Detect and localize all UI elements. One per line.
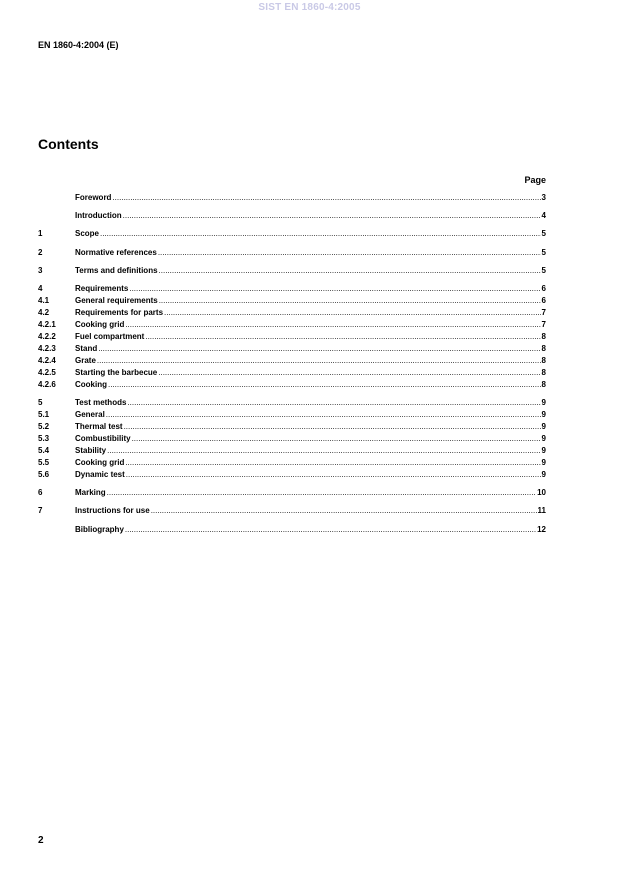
toc-entry-page: 8: [541, 344, 546, 353]
toc-entry-page: 8: [541, 368, 546, 377]
toc-entry-page: 5: [541, 248, 546, 257]
toc-dot-leader: [159, 296, 541, 306]
contents-title: Contents: [38, 136, 99, 152]
toc-entry-title: Combustibility: [75, 434, 131, 443]
toc-entry-page: 4: [541, 211, 546, 220]
toc-dot-leader: [126, 470, 541, 480]
toc-entry-number: 4.2.6: [38, 380, 56, 389]
toc-dot-leader: [159, 266, 541, 276]
toc-dot-leader: [107, 446, 540, 456]
toc-entry-number: 4: [38, 284, 43, 293]
toc-entry-title: Stability: [75, 446, 107, 455]
toc-dot-leader: [151, 506, 537, 516]
toc-entry[interactable]: [38, 356, 546, 366]
toc-entry-number: 4.2.4: [38, 356, 56, 365]
toc-entry-number: 5.6: [38, 470, 50, 479]
toc-entry[interactable]: [38, 410, 546, 420]
toc-entry-title: Cooking grid: [75, 320, 125, 329]
toc-entry-page: 12: [537, 525, 546, 534]
toc-entry[interactable]: [38, 458, 546, 468]
toc-entry[interactable]: [38, 434, 546, 444]
toc-entry-page: 6: [541, 284, 546, 293]
toc-entry-page: 9: [541, 458, 546, 467]
toc-entry[interactable]: [38, 380, 546, 390]
toc-entry[interactable]: [38, 470, 546, 480]
toc-entry-number: 4.2.1: [38, 320, 56, 329]
toc-entry-page: 9: [541, 422, 546, 431]
toc-entry-page: 9: [541, 398, 546, 407]
toc-entry-title: Cooking grid: [75, 458, 125, 467]
toc-dot-leader: [164, 308, 541, 318]
toc-entry-page: 7: [541, 308, 546, 317]
toc-entry[interactable]: [38, 320, 546, 330]
toc-entry[interactable]: [38, 193, 546, 203]
toc-entry[interactable]: [38, 368, 546, 378]
toc-entry-page: 10: [537, 488, 546, 497]
toc-dot-leader: [107, 488, 536, 498]
toc-entry-title: Thermal test: [75, 422, 123, 431]
toc-entry[interactable]: [38, 506, 546, 516]
toc-entry-title: Introduction: [75, 211, 122, 220]
toc-entry-number: 5.4: [38, 446, 50, 455]
toc-dot-leader: [106, 410, 541, 420]
toc-entry-title: Scope: [75, 229, 100, 238]
toc-entry[interactable]: [38, 398, 546, 408]
toc-entry-page: 9: [541, 446, 546, 455]
toc-entry[interactable]: [38, 266, 546, 276]
toc-dot-leader: [158, 368, 540, 378]
toc-dot-leader: [158, 248, 541, 258]
toc-entry-page: 3: [541, 193, 546, 202]
toc-entry-page: 9: [541, 470, 546, 479]
toc-dot-leader: [125, 320, 540, 330]
page-column-header: Page: [524, 175, 546, 185]
toc-dot-leader: [125, 525, 536, 535]
toc-entry[interactable]: [38, 422, 546, 432]
toc-entry-page: 6: [541, 296, 546, 305]
toc-entry[interactable]: [38, 332, 546, 342]
toc-entry-title: Dynamic test: [75, 470, 125, 479]
toc-dot-leader: [123, 211, 541, 221]
toc-entry-page: 7: [541, 320, 546, 329]
toc-entry-number: 3: [38, 266, 43, 275]
toc-entry-page: 9: [541, 410, 546, 419]
toc-entry-title: Stand: [75, 344, 98, 353]
toc-entry-number: 5.3: [38, 434, 50, 443]
toc-dot-leader: [129, 284, 540, 294]
toc-entry-page: 9: [541, 434, 546, 443]
toc-dot-leader: [124, 422, 541, 432]
toc-entry-title: Test methods: [75, 398, 127, 407]
toc-entry-page: 5: [541, 229, 546, 238]
toc-entry-number: 4.2.3: [38, 344, 56, 353]
toc-entry-title: Bibliography: [75, 525, 124, 534]
toc-entry-title: Requirements for parts: [75, 308, 164, 317]
toc-entry[interactable]: [38, 344, 546, 354]
toc-entry-number: 4.2.2: [38, 332, 56, 341]
toc-entry-title: Marking: [75, 488, 106, 497]
toc-entry-page: 8: [541, 356, 546, 365]
toc-dot-leader: [100, 229, 541, 239]
toc-entry[interactable]: [38, 308, 546, 318]
toc-dot-leader: [112, 193, 540, 203]
toc-entry[interactable]: [38, 284, 546, 294]
toc-dot-leader: [125, 458, 540, 468]
toc-entry-page: 5: [541, 266, 546, 275]
toc-entry-title: Grate: [75, 356, 96, 365]
toc-dot-leader: [108, 380, 541, 390]
toc-entry-number: 2: [38, 248, 43, 257]
toc-entry[interactable]: [38, 229, 546, 239]
toc-entry-number: 5.1: [38, 410, 50, 419]
toc-entry-number: 5.2: [38, 422, 50, 431]
toc-dot-leader: [127, 398, 540, 408]
toc-dot-leader: [97, 356, 541, 366]
toc-entry-title: Normative references: [75, 248, 157, 257]
page-number: 2: [38, 835, 44, 846]
toc-entry[interactable]: [38, 211, 546, 221]
toc-entry-title: General: [75, 410, 105, 419]
toc-entry-number: 7: [38, 506, 43, 515]
toc-entry[interactable]: [38, 488, 546, 498]
toc-dot-leader: [145, 332, 540, 342]
toc-dot-leader: [132, 434, 541, 444]
toc-entry-title: Instructions for use: [75, 506, 150, 515]
toc-entry-title: Foreword: [75, 193, 112, 202]
toc-entry-number: 5: [38, 398, 43, 407]
toc-entry[interactable]: [38, 446, 546, 456]
toc-entry-page: 8: [541, 332, 546, 341]
toc-entry-title: Starting the barbecue: [75, 368, 158, 377]
watermark: SIST EN 1860-4:2005: [258, 2, 361, 13]
toc-entry-number: 4.2: [38, 308, 50, 317]
toc-entry-title: Requirements: [75, 284, 129, 293]
toc-entry-page: 8: [541, 380, 546, 389]
toc-dot-leader: [98, 344, 540, 354]
toc-entry-number: 4.1: [38, 296, 50, 305]
toc-entry-title: Fuel compartment: [75, 332, 145, 341]
toc-entry-number: 6: [38, 488, 43, 497]
toc-entry-number: 1: [38, 229, 43, 238]
document-id: EN 1860-4:2004 (E): [38, 40, 119, 50]
toc-entry-title: Terms and definitions: [75, 266, 158, 275]
toc-entry-number: 4.2.5: [38, 368, 56, 377]
toc-entry[interactable]: [38, 525, 546, 535]
toc-entry-number: 5.5: [38, 458, 50, 467]
toc-entry[interactable]: [38, 248, 546, 258]
toc-entry-page: 11: [537, 506, 546, 515]
toc-entry[interactable]: [38, 296, 546, 306]
toc-entry-title: Cooking: [75, 380, 107, 389]
toc-entry-title: General requirements: [75, 296, 158, 305]
